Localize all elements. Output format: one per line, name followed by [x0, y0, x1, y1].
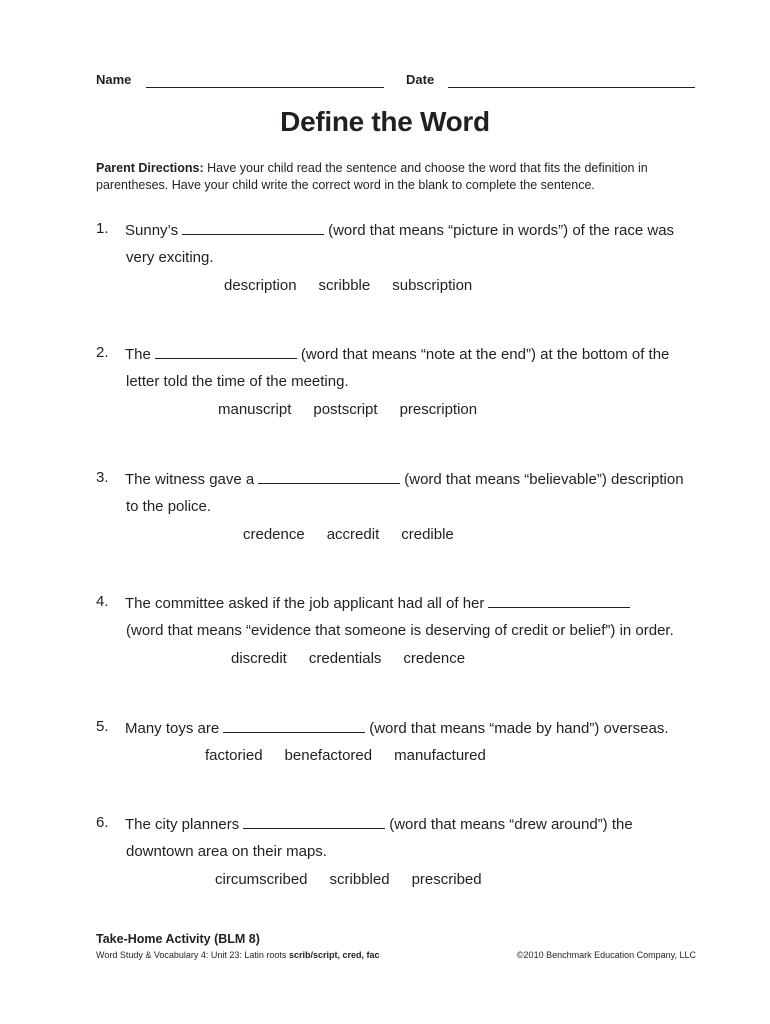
name-line[interactable] — [146, 87, 384, 88]
sentence-start: The committee asked if the job applicant had all of her — [125, 595, 485, 612]
sentence-start: Sunny’s — [125, 222, 179, 239]
sentence-continuation: (word that means “evidence that someone is deserving of credit or belief”) in order. — [126, 622, 674, 639]
answer-blank[interactable] — [155, 344, 297, 359]
choice-word: accredit — [326, 526, 380, 543]
parent-directions — [96, 160, 696, 194]
sentence-continuation: letter told the time of the meeting. — [126, 373, 349, 390]
choice-word: discredit — [231, 650, 287, 667]
sentence-continuation: downtown area on their maps. — [126, 843, 327, 860]
footer-subtitle — [96, 950, 379, 960]
choice-word: benefactored — [284, 747, 373, 764]
word-choices — [243, 526, 476, 543]
choice-word: credible — [401, 526, 454, 543]
name-label: Name — [96, 72, 132, 87]
sentence-end: (word that means “drew around”) the — [389, 816, 633, 833]
sentence-start: The city planners — [125, 816, 240, 833]
directions-lead: Parent Directions: — [96, 161, 204, 175]
question-number: 6. — [96, 814, 109, 831]
sentence-continuation: very exciting. — [126, 249, 214, 266]
choice-word: description — [224, 277, 297, 294]
choice-word: subscription — [392, 277, 473, 294]
choice-word: prescribed — [411, 871, 482, 888]
choice-word: manuscript — [218, 401, 292, 418]
sentence-start: Many toys are — [125, 720, 220, 737]
sentence-continuation: to the police. — [126, 498, 212, 515]
choice-word: credence — [243, 526, 305, 543]
date-label: Date — [406, 72, 435, 87]
sentence-end: (word that means “made by hand”) overseas. — [369, 720, 669, 737]
sentence-end: (word that means “note at the end”) at the bottom of the — [300, 346, 670, 363]
sentence-end: (word that means “believable”) description — [404, 471, 684, 488]
word-choices — [218, 401, 499, 418]
question-number: 3. — [96, 469, 109, 486]
answer-blank[interactable] — [223, 718, 365, 733]
word-choices — [224, 277, 494, 294]
answer-blank[interactable] — [488, 593, 630, 608]
choice-word: scribbled — [329, 871, 390, 888]
page-title: Define the Word — [280, 106, 490, 137]
choice-word: postscript — [313, 401, 378, 418]
student-info-row — [96, 72, 696, 92]
footer-subtitle-roots: scrib/script, cred, fac — [288, 950, 380, 960]
question-number: 1. — [96, 220, 109, 237]
question-number: 5. — [96, 718, 109, 735]
answer-blank[interactable] — [258, 469, 400, 484]
choice-word: prescription — [399, 401, 478, 418]
footer-subtitle-text: Word Study & Vocabulary 4: Unit 23: Latin roots — [96, 950, 289, 960]
footer-title: Take-Home Activity (BLM 8) — [96, 932, 260, 946]
word-choices — [231, 650, 487, 667]
date-line[interactable] — [448, 87, 695, 88]
choice-word: circumscribed — [215, 871, 308, 888]
word-choices — [215, 871, 504, 888]
choice-word: factoried — [205, 747, 263, 764]
sentence-end: (word that means “picture in words”) of the race was — [328, 222, 675, 239]
choice-word: manufactured — [394, 747, 486, 764]
choice-word: credence — [403, 650, 466, 667]
directions-text: Have your child read the sentence and choose the word that fits the definition in parentheses. Have your child write the correct word in the blank to complete the sentence. — [96, 161, 648, 192]
copyright: ©2010 Benchmark Education Company, LLC — [516, 950, 696, 960]
choice-word: scribble — [318, 277, 371, 294]
choice-word: credentials — [308, 650, 382, 667]
answer-blank[interactable] — [182, 220, 324, 235]
sentence-start: The witness gave a — [125, 471, 255, 488]
word-choices — [205, 747, 508, 764]
sentence-start: The — [125, 346, 151, 363]
question-number: 4. — [96, 593, 109, 610]
answer-blank[interactable] — [243, 814, 385, 829]
question-number: 2. — [96, 344, 109, 361]
